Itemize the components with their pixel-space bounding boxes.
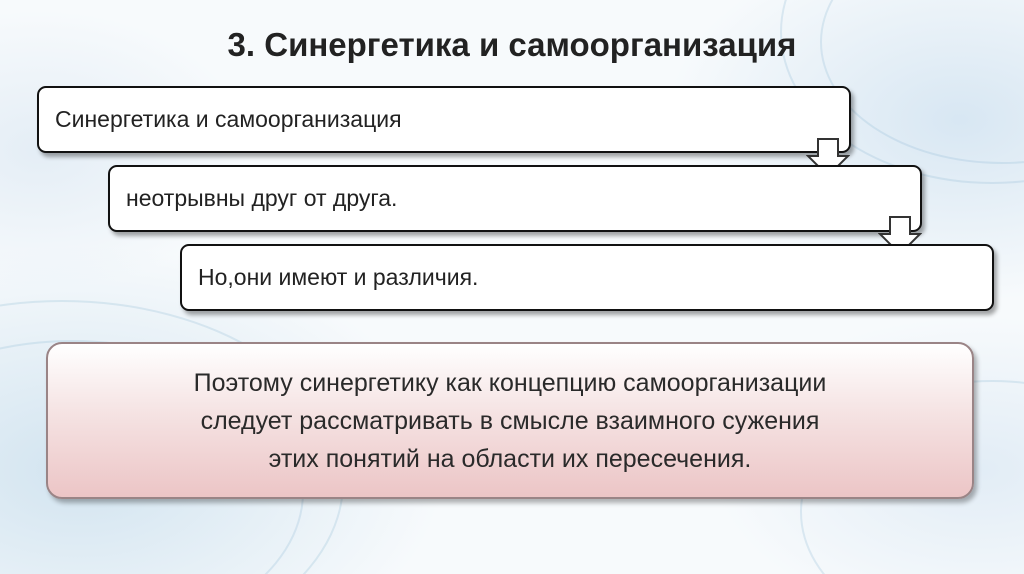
step-text-1: Синергетика и самоорганизация	[55, 106, 402, 132]
summary-line: следует рассматривать в смысле взаимного сужения	[200, 406, 820, 435]
summary-text	[70, 364, 950, 478]
summary-line: этих понятий на области их пересечения.	[268, 444, 752, 473]
step-text-2: неотрывны друг от друга.	[126, 185, 398, 211]
step-box-2	[108, 165, 922, 232]
summary-box	[46, 342, 974, 499]
step-text-3: Но,они имеют и различия.	[198, 264, 479, 290]
step-box-1	[37, 86, 851, 153]
step-box-3	[180, 244, 994, 311]
summary-line: Поэтому синергетику как концепцию самоорганизации	[193, 368, 827, 397]
slide-title: 3. Синергетика и самоорганизация	[227, 26, 797, 63]
